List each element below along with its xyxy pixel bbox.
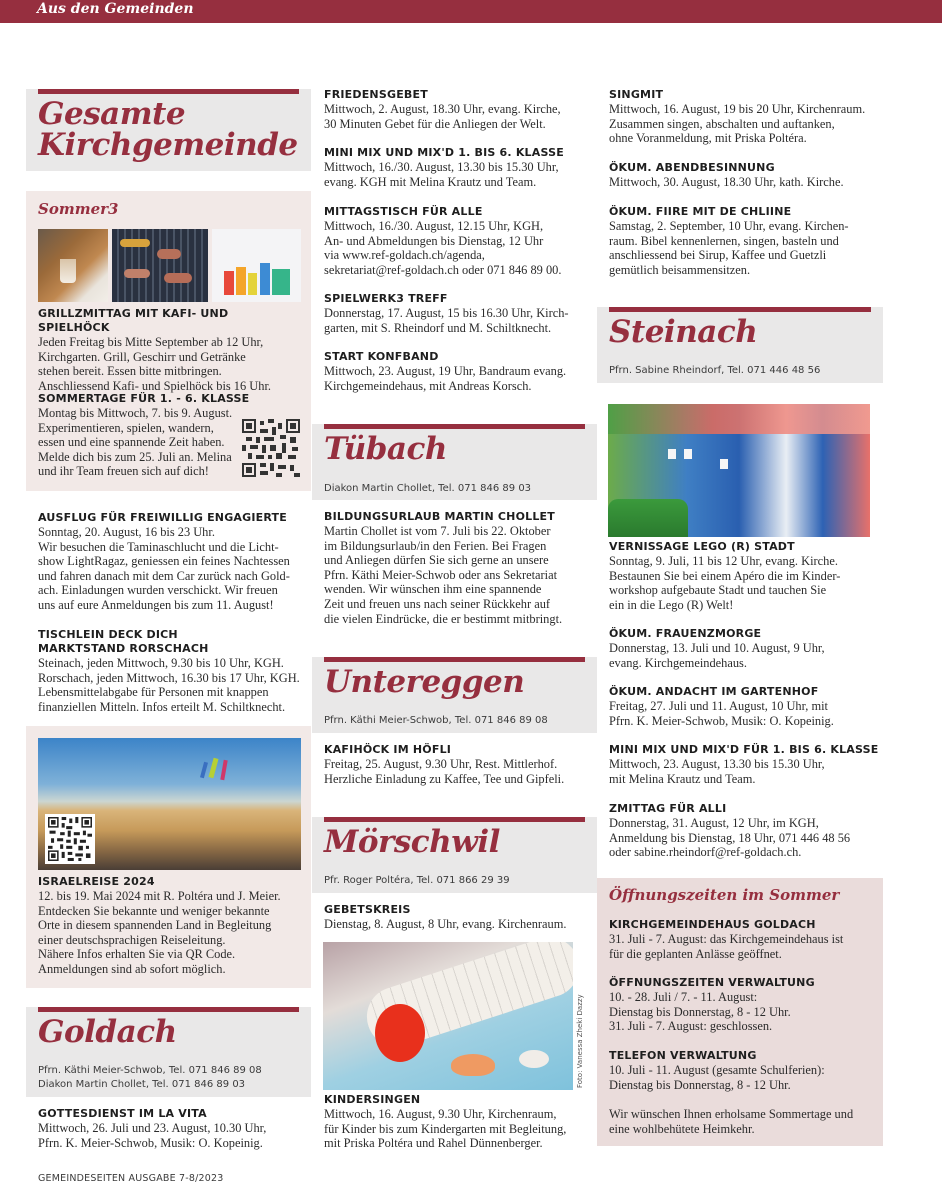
event-item: [609, 743, 884, 786]
event-title: ZMITTAG FÜR ALLI: [609, 802, 727, 815]
event-title: SOMMERTAGE FÜR 1. - 6. KLASSE: [38, 392, 250, 405]
untereggen-header: [312, 657, 597, 733]
event-body: Freitag, 27. Juli und 11. August, 10 Uhr, mit Pfrn. K. Meier-Schwob, Musik: O. Kopeinig.: [609, 699, 834, 728]
header-rule: [609, 307, 871, 312]
steinach-header: [597, 307, 883, 383]
event-body: Steinach, jeden Mittwoch, 9.30 bis 10 Uhr, KGH. Rorschach, jeden Mittwoch, 16.30 bis 17 Uhr, KGH. Lebensmittelabgabe für Personen mit knappen finanziellen Mitteln. Infos erteilt M. Schiltknecht.: [38, 656, 300, 714]
event-item: [609, 802, 884, 860]
gesamte-kirchgemeinde-header: [26, 89, 311, 171]
event-item: [609, 627, 884, 670]
event-title: GRILLZMITTAG MIT KAFI- UND SPIELHÖCK: [38, 307, 229, 334]
info-title: TELEFON VERWALTUNG: [609, 1049, 757, 1062]
info-item: [609, 976, 875, 1034]
event-item: [324, 903, 599, 932]
closing-note: Wir wünschen Ihnen erholsame Sommertage und eine wohlbehütete Heimkehr.: [609, 1107, 854, 1136]
qr-code[interactable]: [242, 419, 300, 477]
qr-code-icon: [48, 817, 92, 861]
event-body: Samstag, 2. September, 10 Uhr, evang. Kirchen- raum. Bibel kennenlernen, singen, basteln und anschliessend bei Sirup, Kaffee und Guetzli gemütlich beisammensitzen.: [609, 219, 849, 277]
event-item: [324, 743, 599, 786]
event-title: GEBETSKREIS: [324, 903, 411, 916]
event-body: Sonntag, 20. August, 16 bis 23 Uhr. Wir besuchen die Taminaschlucht und die Licht- show LightRagaz, geniessen ein feines Nachtessen und fahren danach mit dem Car zurück nach Gold- ach. Einladungen wurden verschickt. Wir freuen uns auf eure Anmeldungen bis zum 11. August!: [38, 525, 290, 612]
event-title: GOTTESDIENST IM LA VITA: [38, 1107, 207, 1120]
event-item: [324, 146, 599, 189]
sommer3-title: Sommer3: [38, 200, 119, 218]
event-title: KINDERSINGEN: [324, 1093, 421, 1106]
event-item: [38, 1107, 313, 1150]
event-item: [324, 1093, 599, 1151]
event-item: [609, 685, 884, 728]
event-title: ISRAELREISE 2024: [38, 875, 155, 888]
event-body: Donnerstag, 31. August, 12 Uhr, im KGH, Anmeldung bis Dienstag, 18 Uhr, 071 446 48 56 oder sabine.rheindorf@ref-goldach.ch.: [609, 816, 851, 860]
event-body: Jeden Freitag bis Mitte September ab 12 Uhr, Kirchgarten. Grill, Geschirr und Getränke stehen bereit. Essen bitte mitbringen. Anschliessend Kafi- und Spielhöck bis 16 Uhr.: [38, 335, 271, 393]
event-title: VERNISSAGE LEGO (R) STADT: [609, 540, 795, 553]
event-item: [324, 292, 599, 335]
section-title-tuebach: Tübach: [324, 431, 447, 467]
contact-line: Pfrn. Käthi Meier-Schwob, Tel. 071 846 89 08: [38, 1065, 262, 1076]
page-title-line1: Gesamte: [38, 96, 186, 132]
event-title: ÖKUM. ABENDBESINNUNG: [609, 161, 775, 174]
event-body: Mittwoch, 23. August, 13.30 bis 15.30 Uhr, mit Melina Krautz und Team.: [609, 757, 825, 786]
coffee-cup-photo: [38, 229, 108, 302]
info-body: 10. - 28. Juli / 7. - 11. August: Dienstag bis Donnerstag, 8 - 12 Uhr. 31. Juli - 7. August: geschlossen.: [609, 990, 791, 1034]
contact-line: Pfrn. Sabine Rheindorf, Tel. 071 446 48 56: [609, 365, 821, 376]
qr-code[interactable]: [45, 814, 95, 864]
event-body: Dienstag, 8. August, 8 Uhr, evang. Kirchenraum.: [324, 917, 567, 931]
goldach-header: [26, 1007, 311, 1097]
footer-issue: GEMEINDESEITEN AUSGABE 7-8/2023: [38, 1173, 224, 1184]
lab-glassware-photo: [212, 229, 301, 302]
sheet-music-photo: [323, 942, 573, 1090]
sommer3-box: [26, 191, 311, 491]
event-item: [324, 88, 599, 131]
section-title-goldach: Goldach: [38, 1014, 177, 1050]
event-title: ÖKUM. ANDACHT IM GARTENHOF: [609, 685, 819, 698]
sommer3-item: [38, 307, 303, 393]
event-title: SPIELWERK3 TREFF: [324, 292, 448, 305]
event-body: Mittwoch, 16./30. August, 12.15 Uhr, KGH, An- und Abmeldungen bis Dienstag, 12 Uhr via www.ref-goldach.ch/agenda, sekretariat@ref-goldach.ch oder 071 846 89 00.: [324, 219, 562, 277]
section-title-untereggen: Untereggen: [324, 664, 525, 700]
event-body: Mittwoch, 26. Juli und 23. August, 10.30 Uhr, Pfrn. K. Meier-Schwob, Musik: O. Kopeinig.: [38, 1121, 267, 1150]
event-body: Mittwoch, 16./30. August, 13.30 bis 15.30 Uhr, evang. KGH mit Melina Krautz und Team.: [324, 160, 559, 189]
event-title: MINI MIX UND MIX'D FÜR 1. BIS 6. KLASSE: [609, 743, 879, 756]
event-title: FRIEDENSGEBET: [324, 88, 428, 101]
event-title: START KONFBAND: [324, 350, 439, 363]
event-body: Mittwoch, 23. August, 19 Uhr, Bandraum evang. Kirchgemeindehaus, mit Andreas Korsch.: [324, 364, 567, 393]
event-body: Donnerstag, 13. Juli und 10. August, 9 Uhr, evang. Kirchgemeindehaus.: [609, 641, 825, 670]
lego-city-photo: [608, 404, 870, 537]
qr-code-icon: [242, 419, 300, 477]
event-body: Donnerstag, 17. August, 15 bis 16.30 Uhr, Kirch- garten, mit S. Rheindorf und M. Schiltknecht.: [324, 306, 569, 335]
event-item: [38, 511, 313, 613]
israelreise-box: [26, 726, 311, 988]
oeffnungszeiten-box: [597, 878, 883, 1146]
moerschwil-header: [312, 817, 597, 893]
section-header-bar: [0, 0, 942, 23]
event-body: Mittwoch, 16. August, 9.30 Uhr, Kirchenraum, für Kinder bis zum Kindergarten mit Begleitung, mit Priska Poltéra und Rahel Dünnenberger.: [324, 1107, 567, 1151]
event-item: [609, 161, 884, 190]
event-item: [324, 350, 599, 393]
tuebach-header: [312, 424, 597, 500]
info-title: ÖFFNUNGSZEITEN VERWALTUNG: [609, 976, 815, 989]
event-body: Freitag, 25. August, 9.30 Uhr, Rest. Mittlerhof. Herzliche Einladung zu Kaffee, Tee und Gipfeli.: [324, 757, 565, 786]
event-body: Mittwoch, 2. August, 18.30 Uhr, evang. Kirche, 30 Minuten Gebet für die Anliegen der Welt.: [324, 102, 561, 131]
section-title: Aus den Gemeinden: [37, 1, 194, 17]
info-title: KIRCHGEMEINDEHAUS GOLDACH: [609, 918, 816, 931]
section-title-steinach: Steinach: [609, 314, 758, 350]
event-item: [324, 510, 599, 626]
header-rule: [324, 817, 585, 822]
event-body: Mittwoch, 30. August, 18.30 Uhr, kath. Kirche.: [609, 175, 844, 189]
event-item: [38, 875, 303, 977]
info-item: [609, 918, 875, 961]
info-body: 10. Juli - 11. August (gesamte Schulferien): Dienstag bis Donnerstag, 8 - 12 Uhr.: [609, 1063, 825, 1092]
event-title: BILDUNGSURLAUB MARTIN CHOLLET: [324, 510, 555, 523]
event-title: SINGMIT: [609, 88, 664, 101]
event-item: [609, 88, 884, 146]
header-rule: [38, 89, 299, 94]
event-body: Montag bis Mittwoch, 7. bis 9. August. Experimentieren, spielen, wandern, essen und eine spannende Zeit haben. Melde dich bis zum 25. Juli an. Melina und ihr Team freuen sich auf dich!: [38, 406, 233, 479]
event-title: MINI MIX UND MIX'D 1. BIS 6. KLASSE: [324, 146, 564, 159]
event-item: [324, 205, 599, 277]
contact-line: Pfr. Roger Poltéra, Tel. 071 866 29 39: [324, 875, 510, 886]
event-body: Martin Chollet ist vom 7. Juli bis 22. Oktober im Bildungsurlaub/in den Ferien. Bei Fragen und Anliegen dürfen Sie sich gerne an unsere Pfrn. Käthi Meier-Schwob oder ans Sekretariat wenden. Wir wünschen ihm eine spannende Zeit und freuen uns nach seiner Rückkehr auf die vielen Eindrücke, die er bestimmt mitbringt.: [324, 524, 563, 626]
info-item: [609, 1049, 875, 1092]
photo-credit: Foto: Vanessa Zheki Dazzy: [576, 994, 584, 1088]
contact-line: Diakon Martin Chollet, Tel. 071 846 89 03: [38, 1079, 246, 1090]
event-title: ÖKUM. FIIRE MIT DE CHLIINE: [609, 205, 792, 218]
event-title: MITTAGSTISCH FÜR ALLE: [324, 205, 483, 218]
header-rule: [324, 424, 585, 429]
grill-photo: [112, 229, 208, 302]
contact-line: Diakon Martin Chollet, Tel. 071 846 89 03: [324, 483, 532, 494]
page-title-line2: Kirchgemeinde: [38, 127, 298, 163]
event-body: Sonntag, 9. Juli, 11 bis 12 Uhr, evang. Kirche. Bestaunen Sie bei einem Apéro die im Kinder- workshop aufgebaute Stadt und tauchen Sie ein in die Lego (R) Welt!: [609, 554, 841, 612]
event-title: AUSFLUG FÜR FREIWILLIG ENGAGIERTE: [38, 511, 287, 524]
event-item: [38, 628, 313, 714]
section-title-moerschwil: Mörschwil: [324, 824, 500, 860]
event-item: [609, 540, 884, 612]
header-rule: [38, 1007, 299, 1012]
event-title: TISCHLEIN DECK DICH MARKTSTAND RORSCHACH: [38, 628, 209, 655]
header-rule: [324, 657, 585, 662]
event-body: Mittwoch, 16. August, 19 bis 20 Uhr, Kirchenraum. Zusammen singen, abschalten und auftanken, ohne Voranmeldung, mit Priska Poltéra.: [609, 102, 866, 146]
contact-line: Pfrn. Käthi Meier-Schwob, Tel. 071 846 89 08: [324, 715, 548, 726]
desert-landscape-photo: [38, 738, 301, 870]
event-body: 12. bis 19. Mai 2024 mit R. Poltéra und J. Meier. Entdecken Sie bekannte und weniger bekannte Orte in diesem spannenden Land in Begleitung einer deutschsprachigen Reiseleitung. Nähere Infos erhalten Sie via QR Code. Anmeldungen sind ab sofort möglich.: [38, 889, 281, 976]
oeffnungszeiten-title: Öffnungszeiten im Sommer: [609, 886, 840, 904]
event-title: KAFIHÖCK IM HÖFLI: [324, 743, 452, 756]
event-item: [609, 205, 884, 277]
info-body: 31. Juli - 7. August: das Kirchgemeindehaus ist für die geplanten Anlässe geöffnet.: [609, 932, 844, 961]
event-title: ÖKUM. FRAUENZMORGE: [609, 627, 762, 640]
